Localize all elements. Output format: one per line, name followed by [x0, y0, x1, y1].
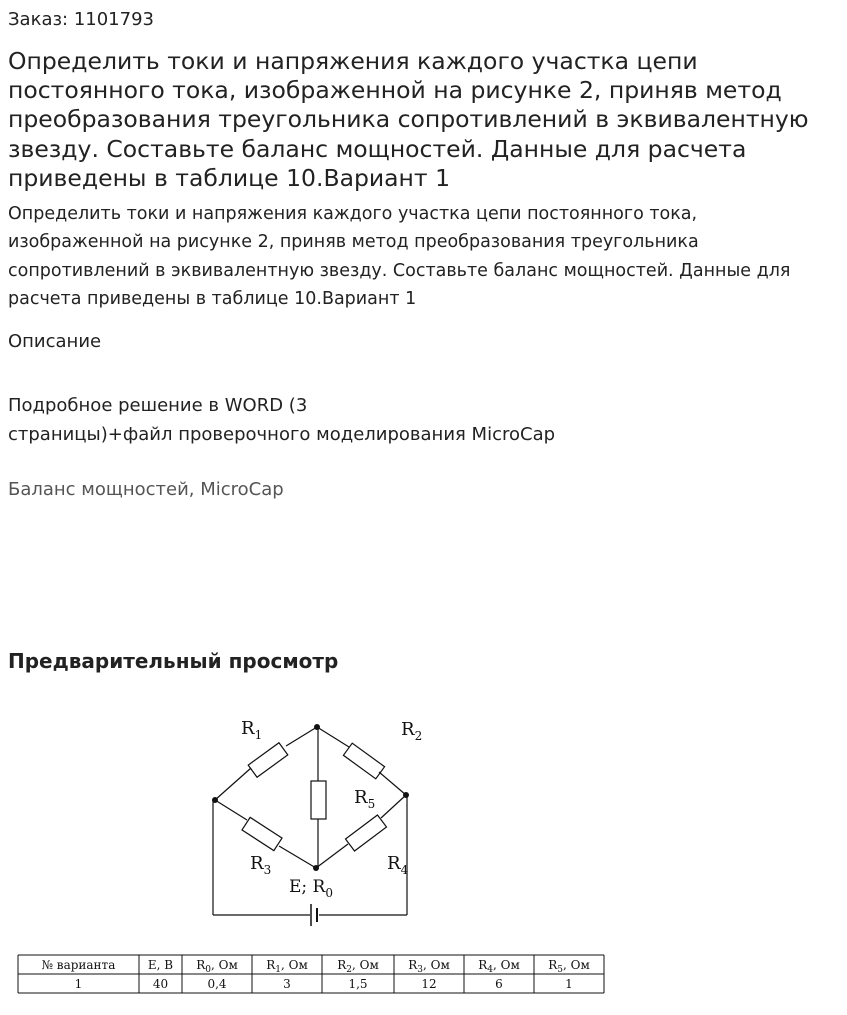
node-top	[314, 724, 320, 730]
description-heading: Описание	[8, 331, 102, 352]
table-header-cell: $R_5$, Ом	[548, 958, 590, 975]
table-cell: 40	[152, 977, 169, 991]
table-header-cell: $R_3$, Ом	[408, 958, 450, 975]
solution-note	[8, 391, 608, 449]
label-source: E; $R_0$	[289, 877, 333, 900]
table-cell: 0,4	[207, 977, 227, 991]
label-r4: $R_4$	[387, 853, 409, 877]
preview-heading: Предварительный просмотр	[8, 649, 339, 673]
solution-line-2: страницы)+файл проверочного моделирования MicroCap	[8, 424, 556, 445]
label-r5: $R_5$	[354, 787, 376, 811]
table-cell: 1,5	[348, 977, 368, 991]
table-cell: 1	[74, 977, 83, 991]
table-cell: 6	[495, 977, 503, 991]
resistor-r1	[248, 743, 288, 777]
circuit-figure	[0, 700, 847, 1015]
table-header-cell: $R_4$, Ом	[478, 958, 520, 975]
order-number: Заказ: 1101793	[8, 9, 154, 30]
table-header-cell: № варианта	[41, 958, 116, 972]
resistor-r3	[242, 817, 282, 850]
table-header-cell: $R_0$, Ом	[196, 958, 238, 975]
task-title: Определить токи и напряжения каждого участка цепи постоянного тока, изображенной на рисунке 2, приняв метод преобразования треугольника сопротивлений в эквивалентную звезду. Составьте баланс мощностей. Данные для расчета приведены в таблице 10.Вариант 1	[8, 47, 809, 192]
solution-line-1: Подробное решение в WORD (3	[8, 395, 308, 416]
label-r3: $R_3$	[250, 853, 272, 877]
preview-image	[0, 700, 847, 1015]
resistor-r5	[311, 781, 326, 819]
resistor-r2	[343, 743, 384, 779]
label-r1: $R_1$	[241, 718, 263, 742]
table-header-cell: $R_1$, Ом	[266, 958, 308, 975]
table-cell: 3	[283, 977, 291, 991]
table-cell: 1	[565, 977, 573, 991]
resistor-r4	[346, 815, 387, 851]
node-right	[403, 792, 409, 798]
table-header-cell: $R_2$, Ом	[337, 958, 379, 975]
task-description: Определить токи и напряжения каждого участка цепи постоянного тока, изображенной на рисунке 2, приняв метод преобразования треугольника сопротивлений в эквивалентную звезду. Составьте баланс мощностей. Данные для расчета приведены в таблице 10.Вариант 1	[8, 204, 791, 309]
table-header-cell: E, B	[147, 958, 174, 972]
label-r2: $R_2$	[401, 719, 423, 743]
tags-line: Баланс мощностей, MicroCap	[8, 479, 284, 500]
table-cell: 12	[421, 977, 437, 991]
data-table	[18, 955, 604, 993]
node-left	[212, 797, 218, 803]
node-bottom	[313, 865, 319, 871]
